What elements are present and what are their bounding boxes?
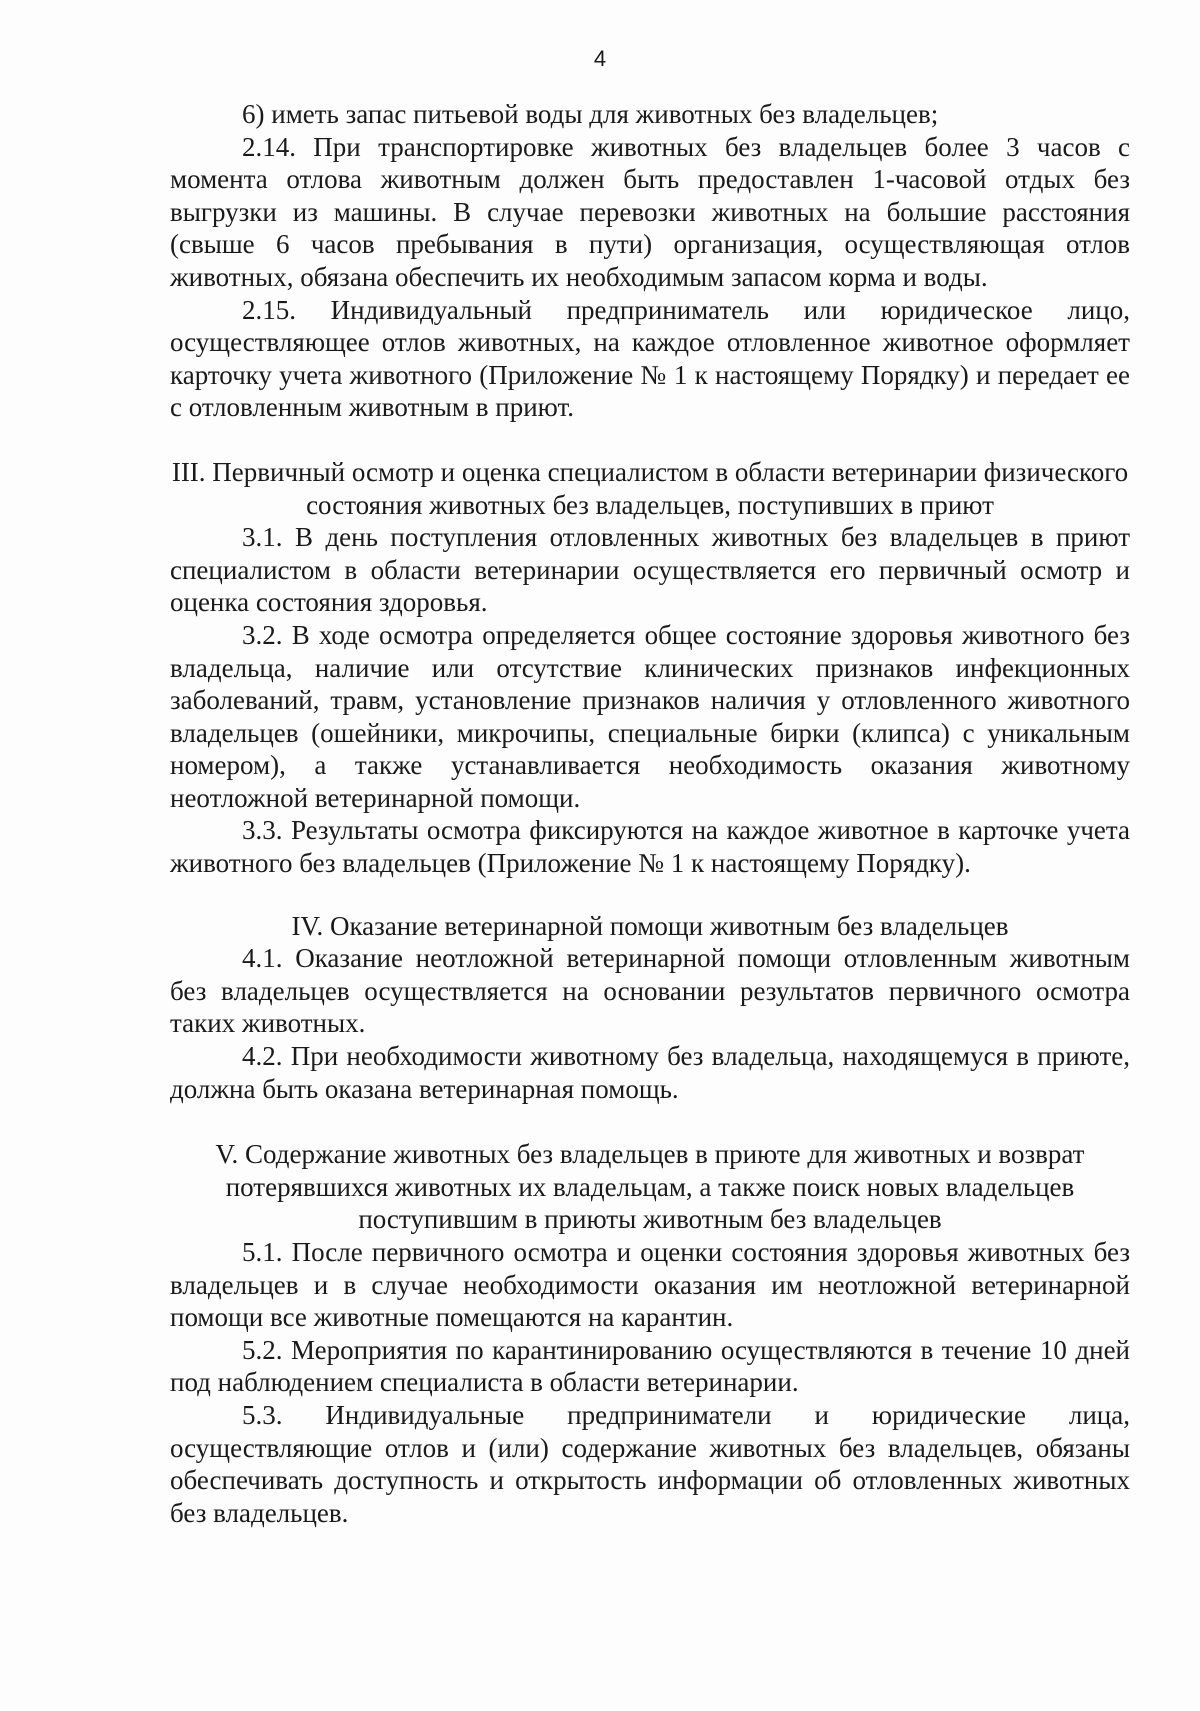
paragraph-5-1: 5.1. После первичного осмотра и оценки состояния здоровья животных без владельцев и в случае необходимости оказания им неотложной ветеринарной помощи все животные помещаются на карантин. [170,1237,1130,1333]
section-heading-3: III. Первичный осмотр и оценка специалистом в области ветеринарии физического состояния животных без владельцев, поступивших в приют [171,456,1129,520]
section-heading-4: IV. Оказание ветеринарной помощи животным без владельцев [291,910,1009,941]
paragraph-4-2: 4.2. При необходимости животному без владельца, находящемуся в приюте, должна быть оказана ветеринарная помощь. [170,1041,1130,1104]
paragraph-3-3: 3.3. Результаты осмотра фиксируются на каждое животное в карточке учета животного без владельцев (Приложение № 1 к настоящему Порядку). [170,815,1130,879]
document-body [170,98,1130,1529]
paragraph-5-2: 5.2. Мероприятия по карантинированию осуществляются в течение 10 дней под наблюдением специалиста в области ветеринарии. [170,1334,1130,1398]
paragraph-3-2: 3.2. В ходе осмотра определяется общее состояние здоровья животного без владельца, наличие или отсутствие клинических признаков инфекционных заболеваний, травм, установление признаков наличия у отловленного животного владельцев (ошейники, микрочипы, специальные бирки (клипса) с уникальным номером), а также устанавливается необходимость оказания животному неотложной ветеринарной помощи. [170,619,1130,813]
section-heading-5: V. Содержание животных без владельцев в приюте для животных и возврат потерявшихся животных их владельцам, а также поиск новых владельцев поступившим в приюты животным без владельцев [215,1139,1085,1235]
paragraph-6: 6) иметь запас питьевой воды для животных без владельцев; [242,99,939,129]
page-number: 4 [593,46,607,71]
paragraph-4-1: 4.1. Оказание неотложной ветеринарной помощи отловленным животным без владельцев осуществляется на основании результатов первичного осмотра таких животных. [170,943,1130,1039]
paragraph-3-1: 3.1. В день поступления отловленных животных без владельцев в приют специалистом в области ветеринарии осуществляется его первичный осмотр и оценка состояния здоровья. [170,522,1130,618]
paragraph-2-14: 2.14. При транспортировке животных без владельцев более 3 часов с момента отлова животным должен быть предоставлен 1-часовой отдых без выгрузки из машины. В случае перевозки животных на большие расстояния (свыше 6 часов пребывания в пути) организация, осуществляющая отлов животных, обязана обеспечить их необходимым запасом корма и воды. [170,131,1130,292]
paragraph-2-15: 2.15. Индивидуальный предприниматель или юридическое лицо, осуществляющее отлов животных, на каждое отловленное животное оформляет карточку учета животного (Приложение № 1 к настоящему Порядку) и передает ее с отловленным животным в приют. [170,294,1130,423]
paragraph-5-3: 5.3. Индивидуальные предприниматели и юридические лица, осуществляющие отлов и (или) содержание животных без владельцев, обязаны обеспечивать доступность и открытость информации об отловленных животных без владельцев. [170,1399,1130,1528]
